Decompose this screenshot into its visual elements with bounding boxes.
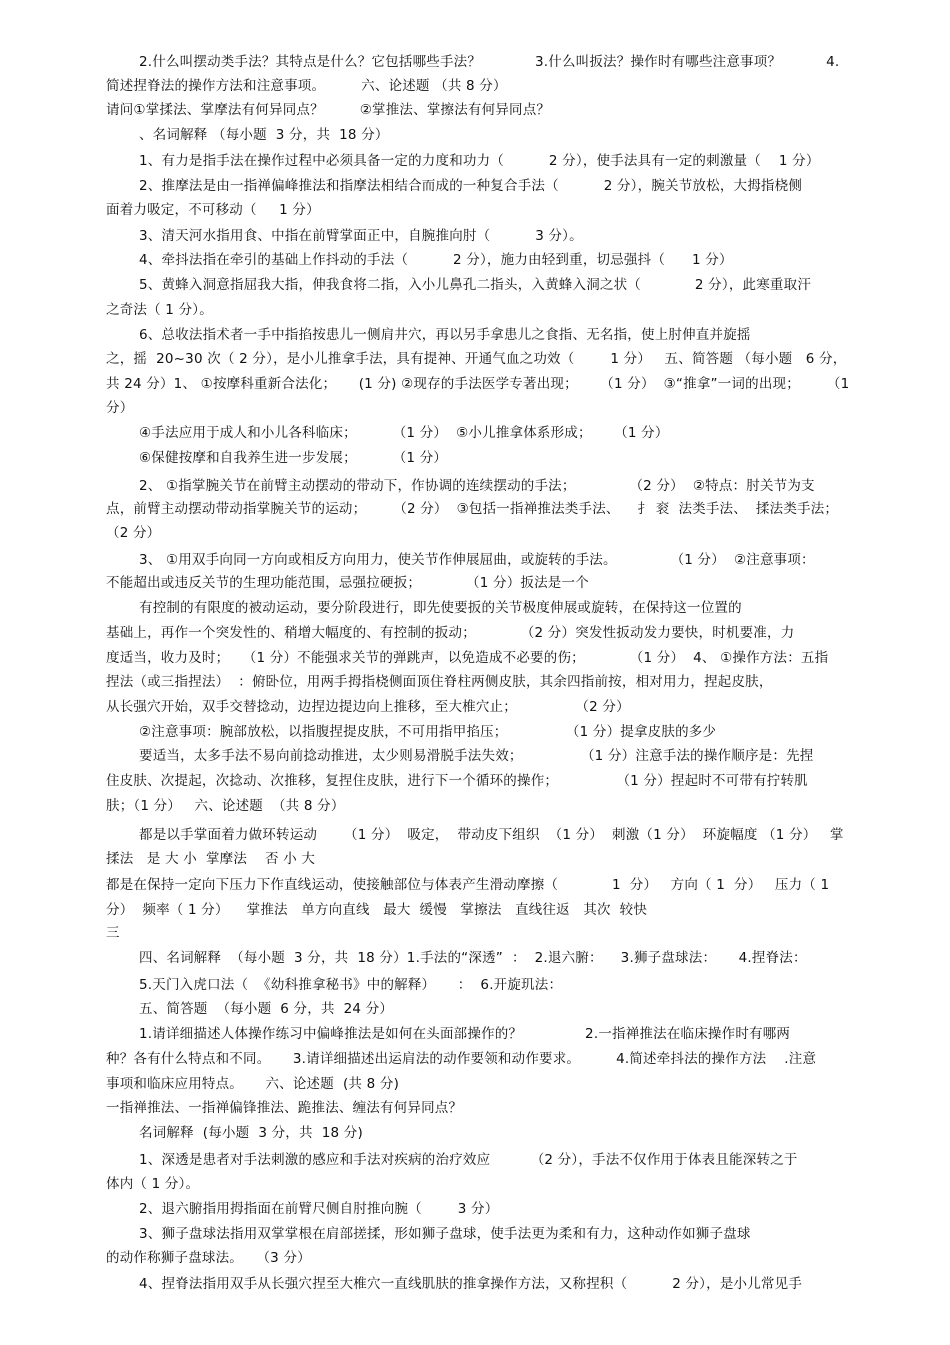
answer-line: 都是在保持一定向下压力下作直线运动，使接触部位与体表产生滑动摩擦（ 1 分） 方向（ 1 分） 压力（ 1	[106, 877, 830, 893]
answer-line: 之奇法（ 1 分）。	[106, 302, 213, 318]
answer-line: ④手法应用于成人和小儿各科临床； （1 分） ⑤小儿推拿体系形成； （1 分）	[139, 425, 669, 441]
question-line: 简述捏脊法的操作方法和注意事项。 六、论述题 （共 8 分）	[106, 78, 507, 94]
question-line: 事项和临床应用特点。 六、论述题 (共 8 分)	[106, 1076, 400, 1092]
answer-line: 3、清天河水指用食、中指在前臂掌面正中，自腕推向肘（ 3 分）。	[139, 228, 583, 244]
answer-line: 共 24 分）1、 ①按摩科重新合法化； (1 分) ②现存的手法医学专著出现； （1 分） ③“推拿”一词的出现； （1	[106, 376, 850, 392]
section-heading: 、名词解释 （每小题 3 分，共 18 分）	[139, 127, 389, 143]
answer-line: 3、狮子盘球法指用双掌掌根在肩部搓揉，形如狮子盘球，使手法更为柔和有力，这种动作如狮子盘球	[139, 1226, 751, 1242]
section-heading: 四、名词解释 （每小题 3 分，共 18 分）1.手法的“深透” ： 2.退六腑： 3.狮子盘球法： 4.捏脊法：	[139, 950, 807, 966]
answer-line: （2 分）	[106, 525, 161, 541]
answer-line: 住皮肤、次提起，次捻动、次推移，复捏住皮肤，进行下一个循环的操作； （1 分）捏起时不可带有拧转肌	[106, 773, 808, 789]
question-line: 1.请详细描述人体操作练习中偏峰推法是如何在头面部操作的？ 2.一指禅推法在临床操作时有哪两	[139, 1026, 791, 1042]
answer-line: 的动作称狮子盘球法。 （3 分）	[106, 1250, 311, 1266]
question-line: 2.什么叫摆动类手法？其特点是什么？它包括哪些手法？ 3.什么叫扳法？操作时有哪些注意事项？ 4.	[139, 54, 840, 70]
answer-line: 要适当，太多手法不易向前捻动推进，太少则易滑脱手法失效； （1 分）注意手法的操作顺序是：先捏	[139, 748, 814, 764]
answer-line: 2、退六腑指用拇指面在前臂尺侧自肘推向腕（ 3 分）	[139, 1201, 499, 1217]
answer-line: 揉法 是 大 小 掌摩法 否 小 大	[106, 851, 316, 867]
answer-line: ⑥保健按摩和自我养生进一步发展； （1 分）	[139, 450, 448, 466]
answer-line: 点，前臂主动摆动带动指掌腕关节的运动； （2 分） ③包括一指禅推法类手法、 扌 衮 法类手法、 揉法类手法；	[106, 501, 839, 517]
question-line: 一指禅推法、一指禅偏锋推法、跪推法、缠法有何异同点？	[106, 1100, 463, 1116]
answer-line: 1、有力是指手法在操作过程中必须具备一定的力度和功力（ 2 分），使手法具有一定的刺激量（ 1 分）	[139, 153, 820, 169]
answer-line: 面着力吸定，不可移动（ 1 分）	[106, 202, 320, 218]
question-line: 5.天门入虎口法（ 《幼科推拿秘书》中的解释） ： 6.开旋玑法：	[139, 977, 563, 993]
answer-line: 有控制的有限度的被动运动，要分阶段进行，即先使要扳的关节极度伸展或旋转，在保持这一位置的	[139, 600, 742, 616]
answer-line: 4、捏脊法指用双手从长强穴捏至大椎穴一直线肌肤的推拿操作方法，又称捏积（ 2 分），是小儿常见手	[139, 1276, 803, 1292]
answer-line: 6、总收法指术者一手中指掐按患儿一侧肩井穴，再以另手拿患儿之食指、无名指，使上肘伸直并旋摇	[139, 327, 751, 343]
answer-line: 3、 ①用双手向同一方向或相反方向用力，使关节作伸展屈曲，或旋转的手法。 （1 分） ②注意事项：	[139, 552, 815, 568]
answer-line: 之，摇 20~30 次（ 2 分），是小儿推拿手法，具有提神、开通气血之功效（ 1 分） 五、简答题 （每小题 6 分，	[106, 351, 847, 367]
answer-line: 5、黄蜂入洞意指屈我大指，伸我食将二指，入小儿鼻孔二指头，入黄蜂入洞之状（ 2 分），此寒重取汗	[139, 277, 812, 293]
answer-line: 分） 频率（ 1 分） 掌推法 单方向直线 最大 缓慢 掌擦法 直线往返 其次 较快	[106, 902, 648, 918]
answer-line: 1、深透是患者对手法刺激的感应和手法对疾病的治疗效应 （2 分），手法不仅作用于体表且能深转之于	[139, 1152, 798, 1168]
answer-line: 都是以手掌面着力做环转运动 （1 分） 吸定， 带动皮下组织 （1 分） 刺激（1 分） 环旋幅度 （1 分） 掌	[139, 827, 844, 843]
answer-line: 从长强穴开始，双手交替捻动，边捏边提边向上推移，至大椎穴止； （2 分）	[106, 699, 630, 715]
section-heading: 名词解释 (每小题 3 分，共 18 分)	[139, 1125, 363, 1141]
answer-line: 体内（ 1 分）。	[106, 1176, 200, 1192]
answer-line: 肤；（1 分） 六、论述题 （共 8 分）	[106, 798, 345, 814]
section-marker: 三	[106, 925, 120, 941]
answer-line: 分）	[106, 400, 134, 416]
question-line: 种？各有什么特点和不同。 3.请详细描述出运肩法的动作要领和动作要求。 4.简述牵抖法的操作方法 .注意	[106, 1051, 817, 1067]
answer-line: ②注意事项：腕部放松，以指腹捏提皮肤，不可用指甲掐压； （1 分）提拿皮肤的多少	[139, 724, 717, 740]
question-line: 请问①掌揉法、掌摩法有何异同点？ ②掌推法、掌擦法有何异同点？	[106, 102, 551, 118]
answer-line: 2、 ①指掌腕关节在前臂主动摆动的带动下，作协调的连续摆动的手法； （2 分） ②特点：肘关节为支	[139, 478, 815, 494]
section-heading: 五、简答题 （每小题 6 分，共 24 分）	[139, 1001, 394, 1017]
answer-line: 不能超出或违反关节的生理功能范围，忌强拉硬扳； （1 分）扳法是一个	[106, 575, 589, 591]
answer-line: 度适当，收力及时； （1 分）不能强求关节的弹跳声，以免造成不必要的伤； （1 分） 4、 ①操作方法：五指	[106, 650, 829, 666]
answer-line: 捏法（或三指捏法） ：俯卧位，用两手拇指桡侧面顶住脊柱两侧皮肤，其余四指前按，相对用力，捏起皮肤，	[106, 674, 773, 690]
answer-line: 基础上，再作一个突发性的、稍增大幅度的、有控制的扳动； （2 分）突发性扳动发力要快，时机要准，力	[106, 625, 795, 641]
answer-line: 4、牵抖法指在牵引的基础上作抖动的手法（ 2 分），施力由轻到重，切忌强抖（ 1 分）	[139, 252, 733, 268]
answer-line: 2、推摩法是由一指禅偏峰推法和指摩法相结合而成的一种复合手法（ 2 分），腕关节放松，大拇指桡侧	[139, 178, 803, 194]
